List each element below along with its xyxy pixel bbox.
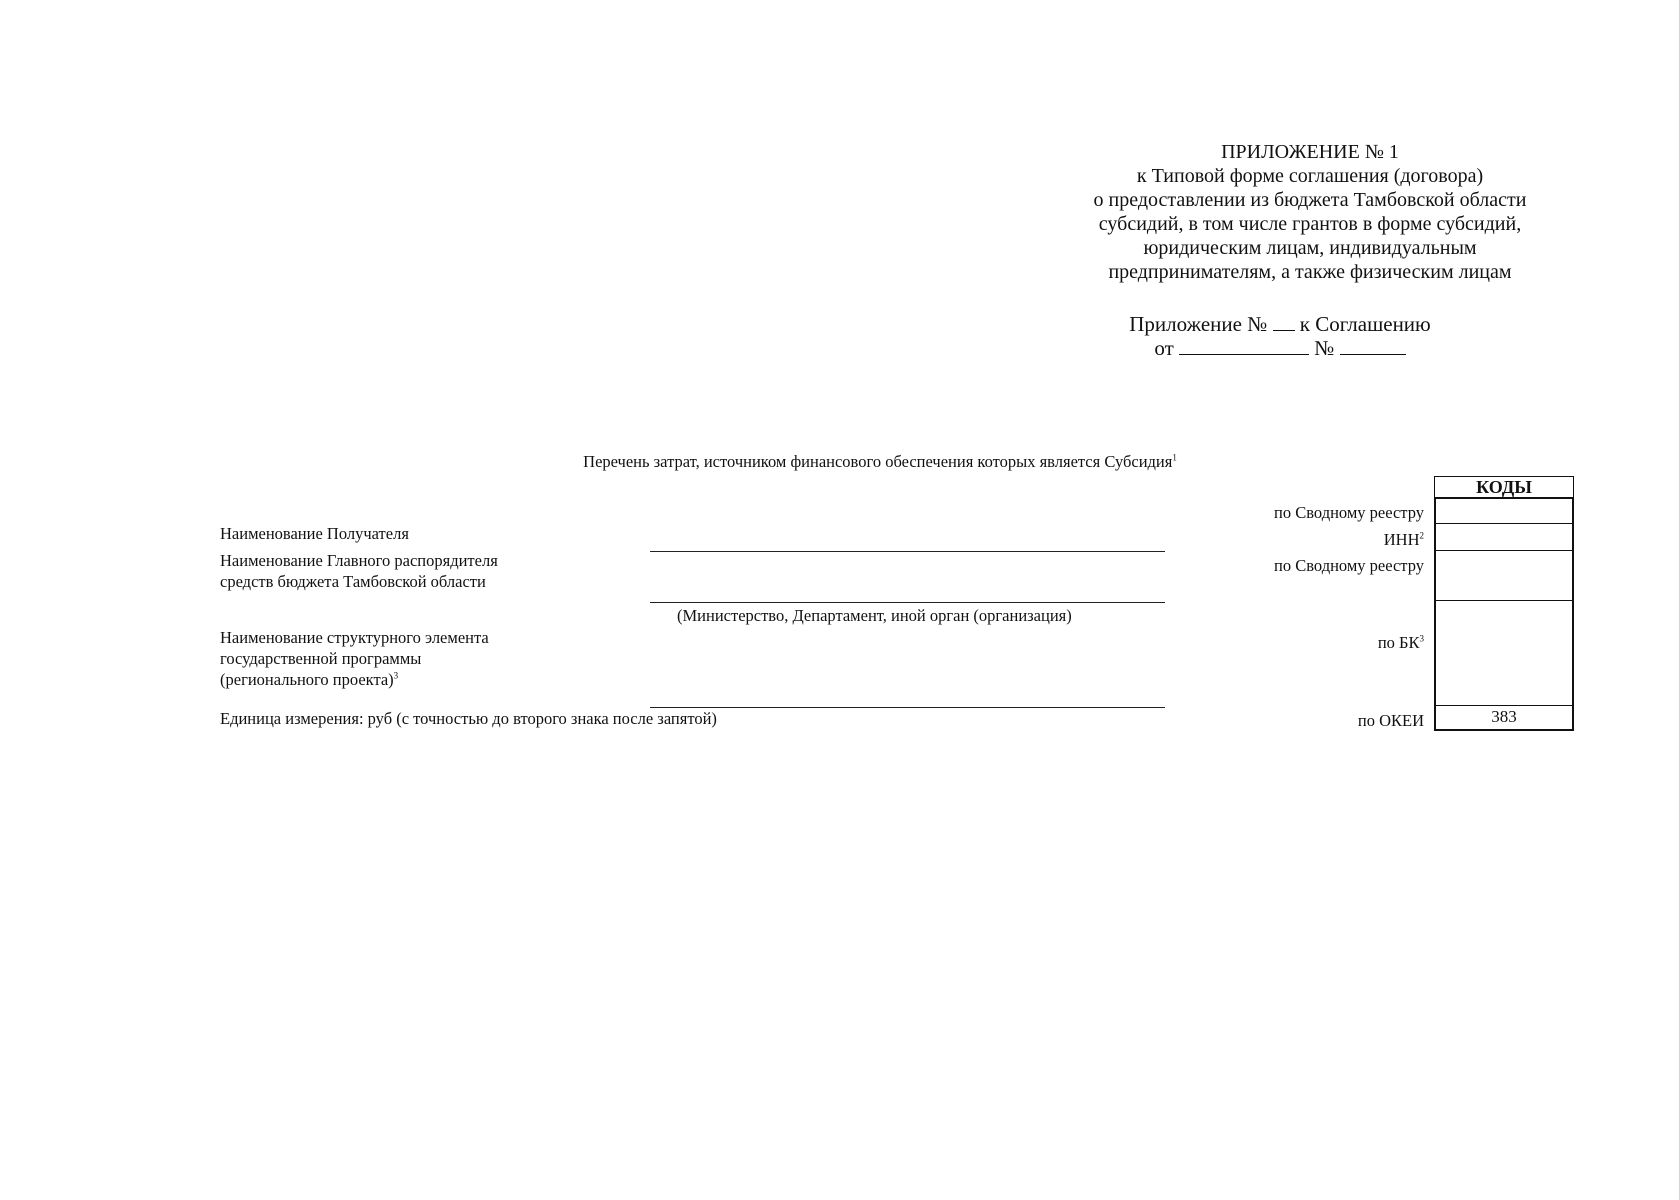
bk-label (1378, 633, 1424, 653)
header-line: субсидий, в том числе грантов в форме субсидий, (1098, 213, 1522, 235)
document-title (520, 452, 1240, 472)
title-footnote: 1 (1172, 452, 1177, 463)
codes-cell-bk[interactable] (1436, 601, 1572, 706)
codes-cell-registry2[interactable] (1436, 551, 1572, 601)
header-line: о предоставлении из бюджета Тамбовской области (1093, 189, 1527, 211)
element-label-text: (регионального проекта) (220, 670, 394, 689)
bk-label-text: по БК (1377, 633, 1420, 652)
date-label: от (1154, 336, 1174, 360)
registry-label-2: по Сводному реестру (1274, 556, 1424, 575)
manager-label-line2: средств бюджета Тамбовской области (220, 572, 486, 591)
manager-caption: (Министерство, Департамент, иной орган (организация) (677, 606, 1072, 625)
appendix-number-label: Приложение № (1129, 312, 1268, 336)
date-blank (1179, 336, 1309, 355)
agreement-reference (1100, 312, 1460, 360)
header-line: к Типовой форме соглашения (договора) (1136, 165, 1484, 187)
codes-cell-okei[interactable]: 383 (1491, 707, 1517, 726)
inn-label-text: ИНН (1383, 530, 1420, 549)
element-label-line1: Наименование структурного элемента (220, 628, 489, 647)
okei-label: по ОКЕИ (1357, 711, 1424, 730)
element-label-line3 (220, 669, 398, 690)
inn-label (1384, 530, 1424, 550)
element-line (650, 707, 1165, 708)
header-line: ПРИЛОЖЕНИЕ № 1 (1221, 141, 1399, 163)
inn-footnote: 2 (1419, 530, 1424, 541)
bk-footnote: 3 (1419, 633, 1424, 644)
header-line: предпринимателям, а также физическим лицам (1108, 261, 1512, 283)
element-label-line2: государственной программы (220, 649, 422, 668)
codes-cell-inn[interactable] (1436, 524, 1572, 551)
recipient-line (650, 551, 1165, 552)
codes-header: КОДЫ (1434, 476, 1574, 497)
codes-table (1434, 476, 1574, 730)
recipient-label: Наименование Получателя (220, 524, 409, 543)
number-label: № (1314, 336, 1335, 360)
codes-column (1434, 497, 1574, 731)
number-blank (1340, 336, 1406, 355)
element-footnote: 3 (393, 670, 399, 681)
title-text: Перечень затрат, источником финансового обеспечения которых является Субсидия (583, 452, 1173, 471)
appendix-header (1040, 140, 1580, 284)
agreement-label: к Соглашению (1299, 312, 1431, 336)
header-line: юридическим лицам, индивидуальным (1143, 237, 1477, 259)
unit-label: Единица измерения: руб (с точностью до второго знака после запятой) (220, 709, 717, 728)
manager-line (650, 602, 1165, 603)
codes-cell-registry1[interactable] (1436, 499, 1572, 524)
agreement-reference-line2 (1100, 336, 1460, 360)
registry-label-1: по Сводному реестру (1274, 503, 1424, 522)
appendix-number-blank (1273, 312, 1295, 331)
manager-label-line1: Наименование Главного распорядителя (220, 551, 498, 570)
agreement-reference-line1 (1100, 312, 1460, 336)
